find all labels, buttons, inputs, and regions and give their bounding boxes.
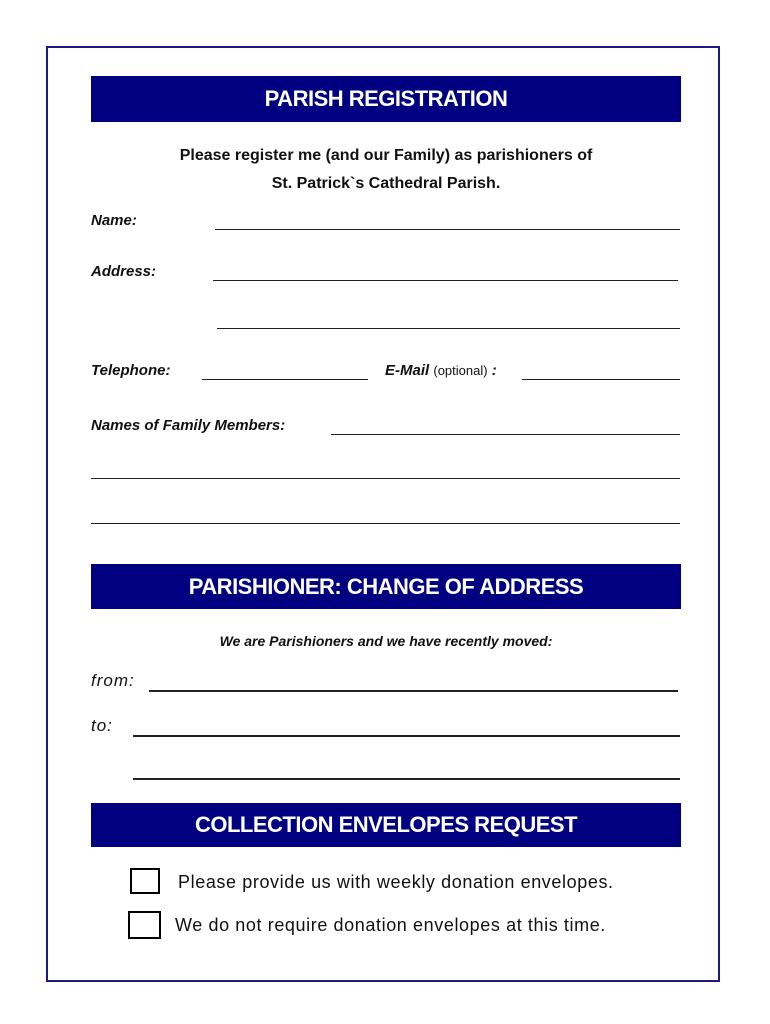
email-label <box>385 362 497 379</box>
parish-registration-header <box>91 76 681 122</box>
to-address-field-line-2[interactable] <box>133 778 680 780</box>
telephone-field[interactable] <box>202 379 368 380</box>
change-of-address-header <box>91 564 681 609</box>
family-members-field-line-1[interactable] <box>331 434 680 435</box>
email-label-text: E-Mail <box>385 362 430 379</box>
telephone-label: Telephone: <box>91 362 171 379</box>
name-field[interactable] <box>215 229 680 230</box>
change-of-address-subtitle: We are Parishioners and we have recently moved: <box>219 633 553 649</box>
address-label: Address: <box>91 263 157 280</box>
email-optional-note: (optional) <box>433 363 488 378</box>
intro-line-1: Please register me (and our Family) as parishioners of <box>179 147 593 164</box>
family-members-label: Names of Family Members: <box>91 417 286 434</box>
registration-intro <box>91 142 681 198</box>
no-envelopes-checkbox[interactable] <box>128 911 161 939</box>
family-members-field-line-3[interactable] <box>91 523 680 524</box>
name-label: Name: <box>91 212 137 229</box>
parish-registration-title: PARISH REGISTRATION <box>264 86 508 111</box>
email-colon: : <box>491 362 497 379</box>
intro-line-2: St. Patrick`s Cathedral Parish. <box>271 175 501 192</box>
change-of-address-title: PARISHIONER: CHANGE OF ADDRESS <box>188 573 584 599</box>
email-field[interactable] <box>522 379 680 380</box>
to-label: to: <box>91 716 113 735</box>
weekly-envelopes-label: Please provide us with weekly donation envelopes. <box>178 872 614 892</box>
to-address-field-line-1[interactable] <box>133 735 680 737</box>
collection-envelopes-header <box>91 803 681 847</box>
collection-envelopes-title: COLLECTION ENVELOPES REQUEST <box>194 812 578 837</box>
from-address-field[interactable] <box>149 690 678 692</box>
address-field-line-1[interactable] <box>213 280 678 281</box>
from-label: from: <box>91 671 135 690</box>
no-envelopes-label: We do not require donation envelopes at this time. <box>175 915 606 935</box>
address-field-line-2[interactable] <box>217 328 680 329</box>
weekly-envelopes-checkbox[interactable] <box>130 868 160 894</box>
family-members-field-line-2[interactable] <box>91 478 680 479</box>
